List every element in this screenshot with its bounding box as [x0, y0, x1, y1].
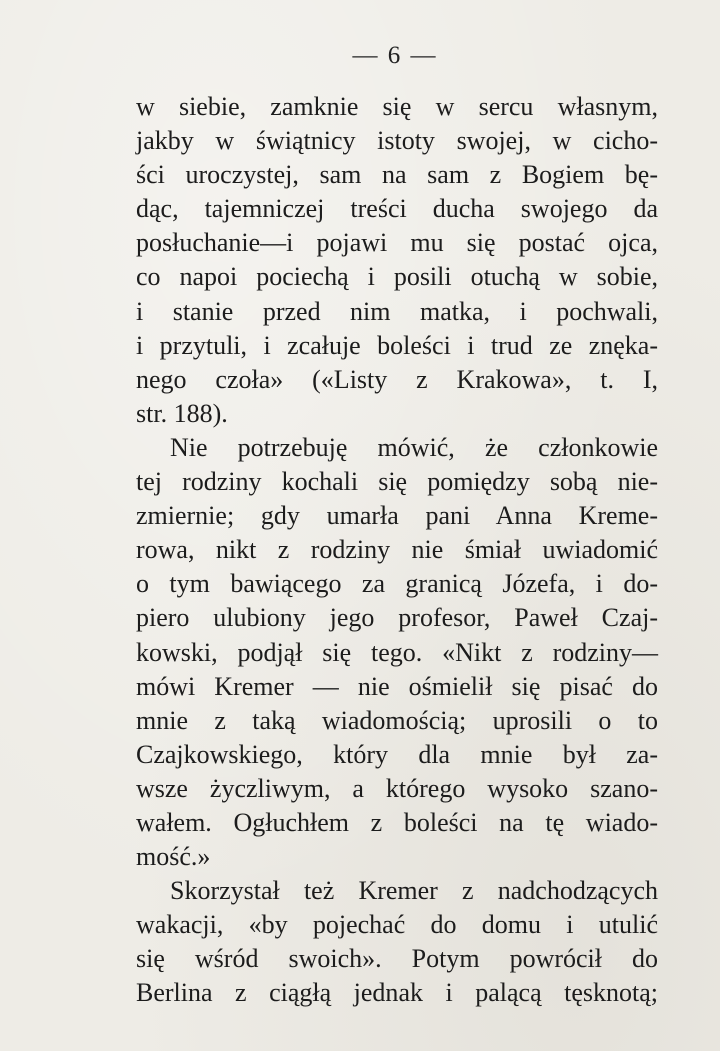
text-line: wakacji, «by pojechać do domu i utulić — [136, 910, 658, 940]
text-line: str. 188). — [136, 398, 228, 428]
text-line: i przytuli, i zcałuje boleści i trud ze znęka- — [136, 330, 658, 360]
text-line: o tym bawiącego za granicą Józefa, i do- — [136, 569, 658, 599]
text-line: ści uroczystej, sam na sam z Bogiem bę- — [136, 160, 658, 190]
text-line: co napoi pociechą i posili otuchą w sobie, — [136, 262, 658, 292]
text-line: mówi Kremer — nie ośmielił się pisać do — [136, 671, 658, 701]
text-line: rowa, nikt z rodziny nie śmiał uwiadomić — [136, 535, 658, 565]
text-line: dąc, tajemniczej treści ducha swojego da — [136, 194, 658, 224]
text-line: się wśród swoich». Potym powrócił do — [136, 944, 658, 974]
text-line: jakby w świątnicy istoty swojej, w cicho- — [136, 126, 658, 156]
page-number: — 6 — — [352, 42, 438, 69]
text-line: mnie z taką wiadomością; uprosili o to — [136, 705, 658, 735]
paragraph — [136, 874, 658, 1010]
text-line: Nie potrzebuję mówić, że członkowie — [170, 432, 658, 462]
paragraph — [136, 431, 658, 874]
paragraph — [136, 90, 658, 431]
text-line: i stanie przed nim matka, i pochwali, — [136, 296, 658, 326]
text-line: mość.» — [136, 842, 211, 872]
text-line: tej rodziny kochali się pomiędzy sobą nie- — [136, 467, 658, 497]
text-line: wsze życzliwym, a którego wysoko szano- — [136, 773, 658, 803]
text-line: Czajkowskiego, który dla mnie był za- — [136, 739, 658, 769]
text-line: piero ulubiony jego profesor, Paweł Czaj- — [136, 603, 658, 633]
text-line: nego czoła» («Listy z Krakowa», t. I, — [136, 364, 658, 394]
text-line: kowski, podjął się tego. «Nikt z rodziny— — [136, 637, 658, 667]
text-line: Skorzystał też Kremer z nadchodzących — [170, 876, 658, 906]
body-text — [136, 90, 658, 1011]
text-line: w siebie, zamknie się w sercu własnym, — [136, 92, 658, 121]
text-line: zmiernie; gdy umarła pani Anna Kreme- — [136, 501, 658, 531]
text-line: posłuchanie—i pojawi mu się postać ojca, — [136, 228, 658, 258]
text-line: wałem. Ogłuchłem z boleści na tę wiado- — [136, 807, 658, 837]
text-line: Berlina z ciągłą jednak i palącą tęsknotą; — [136, 978, 658, 1008]
